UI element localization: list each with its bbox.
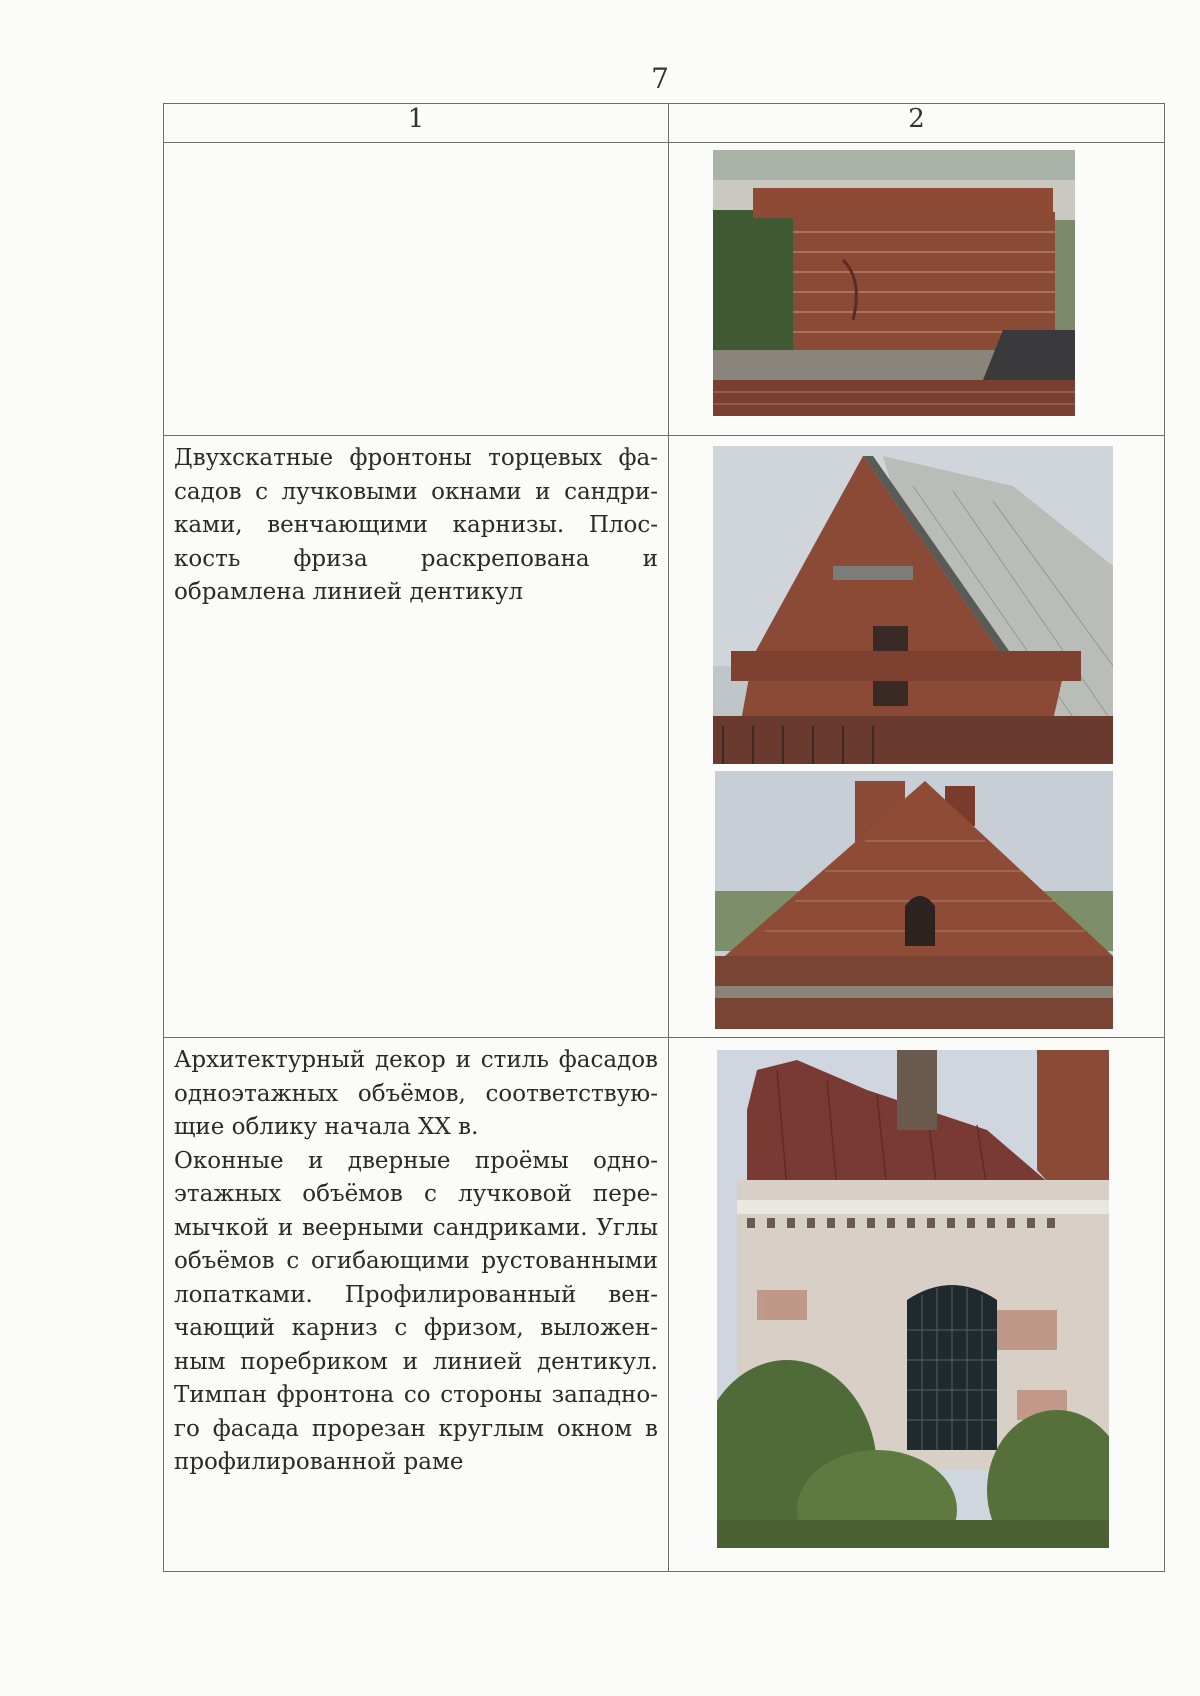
facade-photo <box>717 1050 1109 1548</box>
table-row <box>164 1038 1165 1572</box>
description-cell <box>164 1038 669 1572</box>
table-row <box>164 436 1165 1038</box>
gable-photo-front <box>715 771 1113 1029</box>
photo-cell <box>669 436 1165 1038</box>
table-header-row <box>164 104 1165 143</box>
photo-cell <box>669 1038 1165 1572</box>
description-table <box>163 103 1165 1572</box>
gable-photo-side <box>713 446 1113 764</box>
description-cell-empty <box>164 143 669 436</box>
page-number: 7 <box>651 62 669 95</box>
gable-description: Двухскатные фронтоны торцевых фасадов с лучковыми окнами и сандриками, венчающими карнизы. Плоскость фриза раскрепована и обрамлена линией дентикул <box>174 445 658 605</box>
openings-description: Оконные и дверные проёмы одноэтажных объёмов с лучковой перемычкой и веерными сандриками. Углы объёмов с огибающими рустованными лопатками. Профилированный венчающий карниз с фризом, выложенным поребриком и линией дентикул. Тимпан фронтона со стороны западного фасада прорезан круглым окном в профилированной раме <box>174 1147 658 1475</box>
column-header-1: 1 <box>164 104 669 143</box>
decor-description: Архитектурный декор и стиль фасадов одноэтажных объёмов, соответствующие облику начала XX в. <box>174 1047 658 1140</box>
description-cell <box>164 436 669 1038</box>
photo-cell <box>669 143 1165 436</box>
column-header-2: 2 <box>669 104 1165 143</box>
table-row <box>164 143 1165 436</box>
chimney-photo <box>713 150 1075 416</box>
